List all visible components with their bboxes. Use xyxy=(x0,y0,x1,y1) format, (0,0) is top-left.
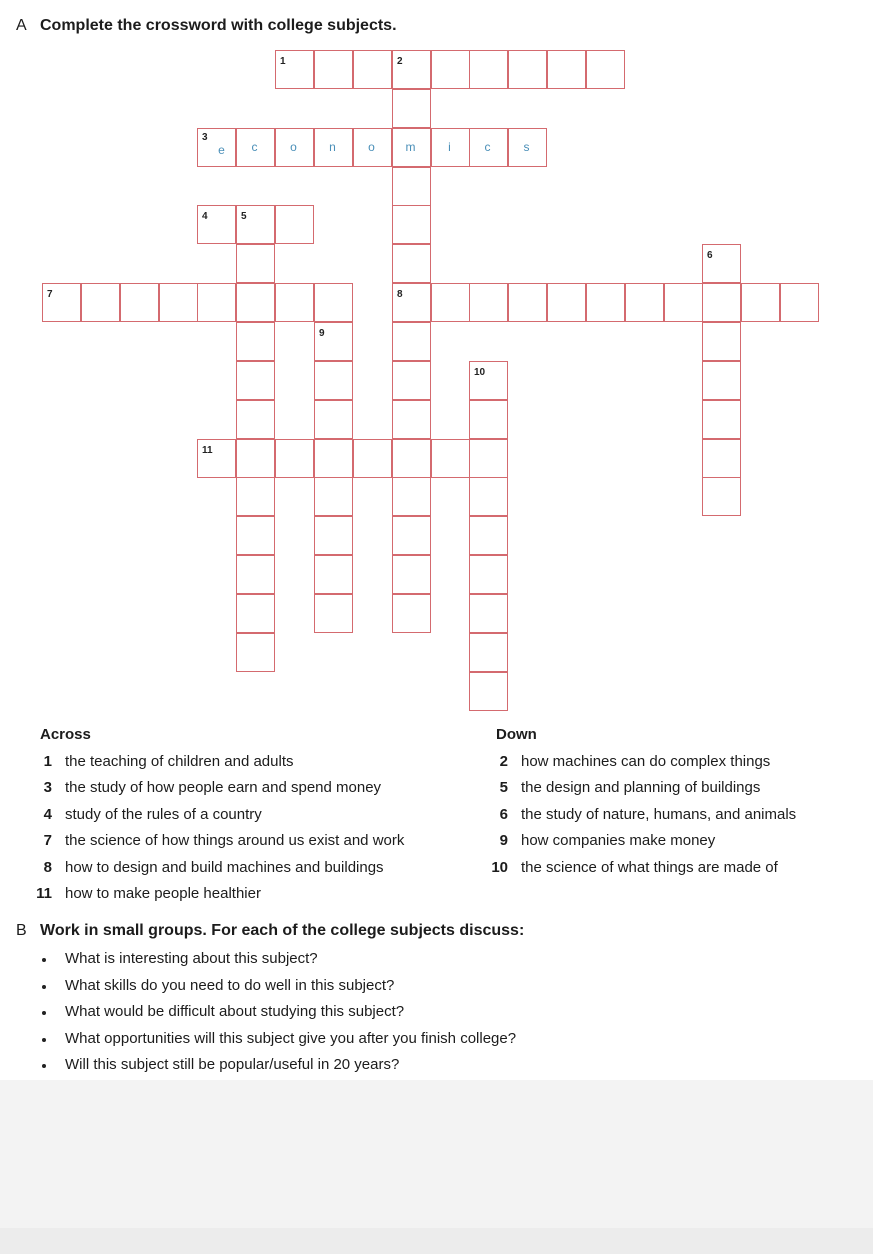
down-clues xyxy=(491,722,797,881)
crossword-cell[interactable] xyxy=(236,361,275,400)
crossword-cell[interactable] xyxy=(236,555,275,594)
across-clue-1 xyxy=(40,749,294,776)
clue-number-9: 9 xyxy=(319,328,325,339)
crossword-cell[interactable] xyxy=(431,439,470,478)
crossword-cell[interactable] xyxy=(469,516,508,555)
crossword-cell[interactable] xyxy=(392,400,431,439)
down-clue-5 xyxy=(496,775,761,802)
crossword-cell[interactable] xyxy=(353,50,392,89)
crossword-cell[interactable] xyxy=(275,439,314,478)
example-answer-letter: c xyxy=(484,140,491,154)
crossword-cell[interactable] xyxy=(314,555,353,594)
across-heading: Across xyxy=(40,726,91,743)
crossword-cell[interactable] xyxy=(431,50,470,89)
down-clue-text: the design and planning of buildings xyxy=(521,779,761,796)
clue-number-6: 6 xyxy=(707,250,713,261)
crossword-cell[interactable] xyxy=(314,361,353,400)
crossword-cell[interactable] xyxy=(159,283,198,322)
clue-number-11: 11 xyxy=(202,445,213,456)
part-b-heading xyxy=(16,922,524,940)
down-heading: Down xyxy=(496,726,537,743)
discussion-questions xyxy=(40,946,516,1079)
down-clue-text: the science of what things are made of xyxy=(521,858,778,876)
discussion-question: What is interesting about this subject? xyxy=(40,946,516,973)
across-clue-number: 8 xyxy=(43,858,52,876)
down-clue-number: 10 xyxy=(491,858,508,876)
crossword-cell[interactable] xyxy=(392,361,431,400)
crossword-cell[interactable] xyxy=(469,283,508,322)
example-answer-letter: m xyxy=(405,140,416,154)
crossword-cell[interactable] xyxy=(469,50,508,89)
crossword-cell[interactable] xyxy=(314,50,353,89)
crossword-cell[interactable] xyxy=(547,283,586,322)
crossword-cell[interactable] xyxy=(586,50,625,89)
clue-number-3: 3 xyxy=(202,132,208,143)
crossword-cell[interactable] xyxy=(236,594,275,633)
crossword-cell[interactable] xyxy=(353,439,392,478)
clue-number-5: 5 xyxy=(241,211,247,222)
crossword-cell[interactable] xyxy=(236,439,275,478)
crossword-cell[interactable] xyxy=(392,594,431,633)
crossword-cell[interactable] xyxy=(469,439,508,478)
across-clue-4 xyxy=(40,802,262,829)
crossword-cell[interactable] xyxy=(508,50,547,89)
crossword-cell[interactable] xyxy=(236,400,275,439)
across-clue-3 xyxy=(40,775,382,802)
across-clue-text: how to make people healthier xyxy=(65,885,261,902)
across-clue-text: the science of how things around us exist and work xyxy=(65,832,405,849)
crossword-cell[interactable] xyxy=(586,283,625,322)
crossword-cell[interactable] xyxy=(702,283,741,322)
clue-number-1: 1 xyxy=(280,56,286,67)
across-clue-number: 3 xyxy=(43,779,52,796)
across-clue-number: 11 xyxy=(36,885,52,902)
page-footer-strip xyxy=(0,1228,873,1254)
down-clue-number: 6 xyxy=(499,805,508,823)
crossword-cell[interactable] xyxy=(236,477,275,516)
crossword-cell[interactable] xyxy=(236,516,275,555)
crossword-cell[interactable] xyxy=(314,477,353,516)
example-answer-letter: o xyxy=(290,140,297,154)
part-b-letter: B xyxy=(16,922,27,939)
crossword-cell[interactable] xyxy=(469,477,508,516)
across-clue-text: the teaching of children and adults xyxy=(65,752,294,770)
across-clue-11 xyxy=(36,881,261,908)
crossword-cell[interactable] xyxy=(508,283,547,322)
crossword-cell[interactable] xyxy=(392,244,431,283)
crossword-cell[interactable] xyxy=(392,322,431,361)
crossword-cell[interactable] xyxy=(392,167,431,206)
across-clue-text: study of the rules of a country xyxy=(65,805,262,823)
crossword-cell[interactable] xyxy=(702,477,741,516)
down-clue-10 xyxy=(491,855,778,882)
example-answer-letter: o xyxy=(368,140,375,154)
crossword-cell[interactable] xyxy=(702,400,741,439)
crossword-cell[interactable] xyxy=(314,516,353,555)
discussion-question: Will this subject still be popular/useful in 20 years? xyxy=(40,1052,516,1079)
clue-number-2: 2 xyxy=(397,56,403,67)
crossword-cell[interactable] xyxy=(81,283,120,322)
crossword-cell[interactable] xyxy=(197,283,236,322)
crossword-cell[interactable] xyxy=(469,555,508,594)
clue-number-4: 4 xyxy=(202,211,208,222)
example-answer-letter: c xyxy=(251,140,258,154)
part-b-instruction: Work in small groups. For each of the college subjects discuss: xyxy=(40,922,525,939)
across-clues xyxy=(36,722,405,908)
across-clue-number: 4 xyxy=(43,805,52,823)
down-clue-text: how companies make money xyxy=(521,832,716,849)
crossword-cell[interactable] xyxy=(469,633,508,672)
crossword-cell[interactable] xyxy=(741,283,780,322)
down-clue-6 xyxy=(496,802,797,829)
discussion-question: What opportunities will this subject give you after you finish college? xyxy=(40,1026,516,1053)
crossword-cell[interactable] xyxy=(275,283,314,322)
down-clue-number: 5 xyxy=(499,779,508,796)
crossword-cell[interactable] xyxy=(392,477,431,516)
example-answer-letter: n xyxy=(329,140,336,154)
across-clue-8 xyxy=(40,855,384,882)
crossword-cell[interactable] xyxy=(469,400,508,439)
crossword-cell[interactable] xyxy=(120,283,159,322)
crossword-cell[interactable] xyxy=(392,439,431,478)
clue-number-8: 8 xyxy=(397,289,403,300)
across-clue-number: 1 xyxy=(43,752,52,770)
crossword-cell[interactable] xyxy=(780,283,819,322)
example-answer-letter: i xyxy=(448,140,451,154)
part-a-instruction: Complete the crossword with college subjects. xyxy=(40,17,397,34)
crossword-cell[interactable] xyxy=(392,555,431,594)
crossword-cell[interactable] xyxy=(702,322,741,361)
crossword-cell[interactable] xyxy=(625,283,664,322)
crossword-cell[interactable] xyxy=(431,283,470,322)
example-answer-letter: e xyxy=(218,143,225,157)
crossword-cell[interactable] xyxy=(702,361,741,400)
clue-number-10: 10 xyxy=(474,367,486,378)
down-clue-9 xyxy=(496,828,716,855)
crossword-cell[interactable] xyxy=(702,439,741,478)
across-clue-number: 7 xyxy=(43,832,52,849)
example-answer-letter: s xyxy=(523,140,530,154)
crossword-cell[interactable] xyxy=(236,244,275,283)
crossword-cell[interactable] xyxy=(314,439,353,478)
down-clue-2 xyxy=(496,749,771,776)
down-clue-number: 2 xyxy=(499,752,508,770)
part-a-letter: A xyxy=(16,17,27,34)
clue-number-7: 7 xyxy=(47,289,53,300)
crossword-cell[interactable] xyxy=(469,594,508,633)
crossword-cell[interactable] xyxy=(275,205,314,244)
across-clue-text: how to design and build machines and buildings xyxy=(65,858,384,876)
crossword-cell[interactable] xyxy=(314,400,353,439)
down-clue-text: the study of nature, humans, and animals xyxy=(521,805,797,823)
crossword-cell[interactable] xyxy=(547,50,586,89)
across-clue-7 xyxy=(40,828,405,855)
across-clue-text: the study of how people earn and spend money xyxy=(65,779,382,796)
crossword-cell[interactable] xyxy=(392,89,431,128)
crossword-cell[interactable] xyxy=(469,672,508,711)
down-clue-text: how machines can do complex things xyxy=(521,752,771,770)
down-clue-number: 9 xyxy=(499,832,508,849)
crossword-cell[interactable] xyxy=(314,283,353,322)
discussion-question: What skills do you need to do well in this subject? xyxy=(40,973,516,1000)
crossword-cell[interactable] xyxy=(236,283,275,322)
crossword-cell[interactable] xyxy=(236,322,275,361)
discussion-question: What would be difficult about studying this subject? xyxy=(40,999,516,1026)
crossword-cell[interactable] xyxy=(314,594,353,633)
crossword-cell[interactable] xyxy=(392,516,431,555)
crossword-cell[interactable] xyxy=(236,633,275,672)
crossword-cell[interactable] xyxy=(664,283,703,322)
crossword-cell[interactable] xyxy=(392,205,431,244)
